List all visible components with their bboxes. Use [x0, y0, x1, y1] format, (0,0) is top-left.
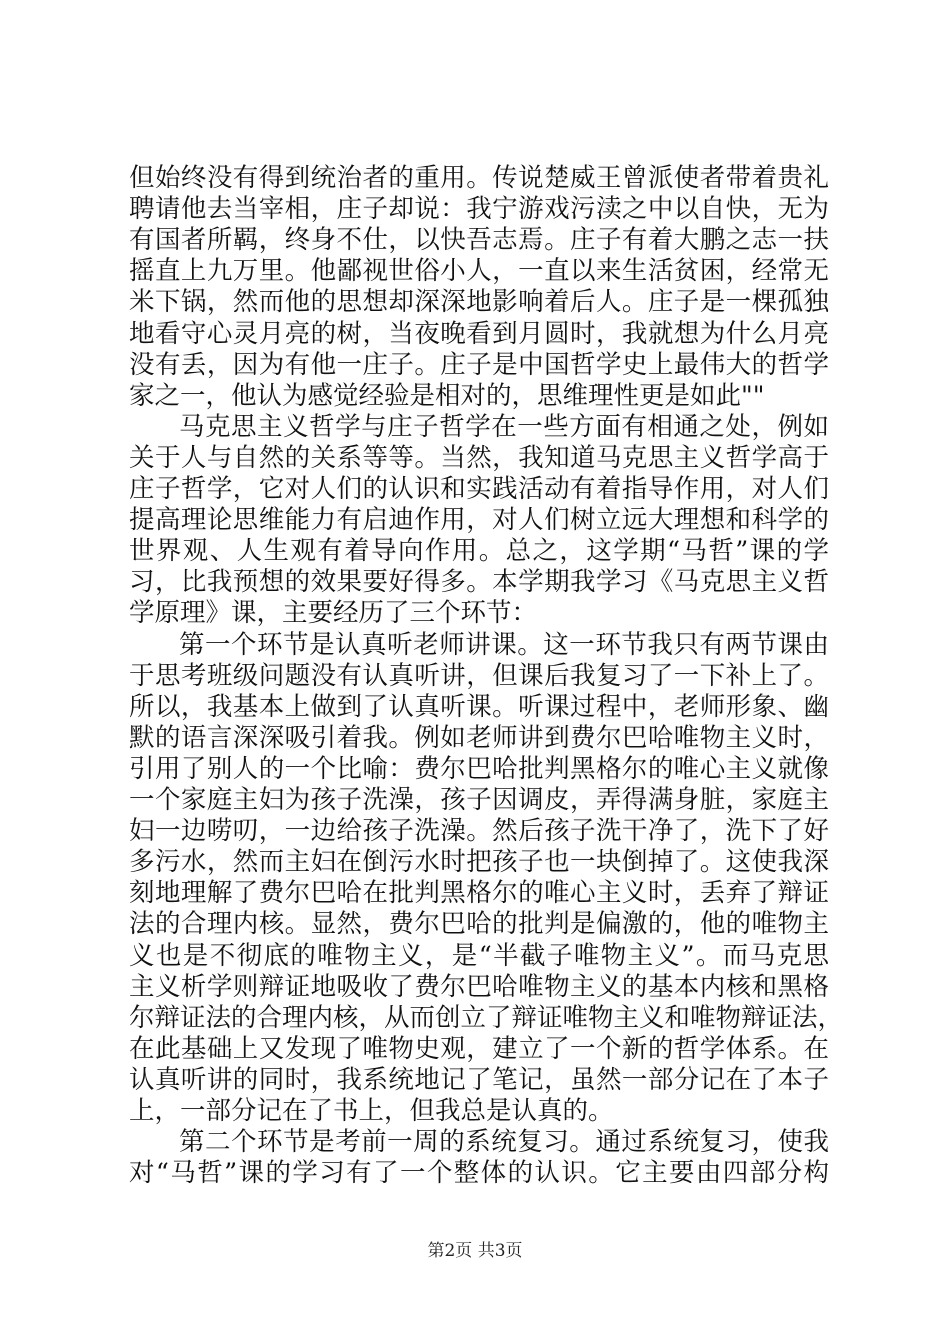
text-line: 多污水，然而主妇在倒污水时把孩子也一块倒掉了。这使我深: [129, 847, 829, 878]
text-line: 提高理论思维能力有启迪作用，对人们树立远大理想和科学的: [129, 505, 829, 536]
text-line: 认真听讲的同时，我系统地记了笔记，虽然一部分记在了本子: [129, 1064, 829, 1095]
text-line: 上，一部分记在了书上，但我总是认真的。: [129, 1096, 614, 1126]
text-line: 庄子哲学，它对人们的认识和实践活动有着指导作用，对人们: [129, 474, 829, 504]
text-line: 主义析学则辩证地吸收了费尔巴哈唯物主义的基本内核和黑格: [129, 971, 829, 1002]
text-line: 引用了别人的一个比喻：费尔巴哈批判黑格尔的唯心主义就像: [129, 753, 829, 784]
text-line: 没有丢，因为有他一庄子。庄子是中国哲学史上最伟大的哲学: [129, 349, 829, 380]
text-line: 刻地理解了费尔巴哈在批判黑格尔的唯心主义时，丢弃了辩证: [129, 878, 829, 909]
text-line: 聘请他去当宰相，庄子却说：我宁游戏污渎之中以自快，无为: [129, 194, 829, 225]
text-line: 对“马哲”课的学习有了一个整体的认识。它主要由四部分构: [129, 1158, 829, 1189]
text-line: 尔辩证法的合理内核，从而创立了辩证唯物主义和唯物辩证法，: [129, 1002, 844, 1033]
text-line: 学原理》课，主要经历了三个环节：: [129, 598, 538, 629]
text-line: 有国者所羁，终身不仕，以快吾志焉。庄子有着大鹏之志一扶: [129, 225, 829, 256]
text-line: 一个家庭主妇为孩子洗澡，孩子因调皮，弄得满身脏，家庭主: [129, 785, 829, 815]
text-line: 地看守心灵月亮的树，当夜晚看到月圆时，我就想为什么月亮: [129, 318, 829, 349]
paragraph-start-line: 马克思主义哲学与庄子哲学在一些方面有相通之处，例如: [179, 411, 829, 442]
text-line: 家之一，他认为感觉经验是相对的，思维理性更是如此"": [129, 380, 765, 411]
text-line: 在此基础上又发现了唯物史观，建立了一个新的哲学体系。在: [129, 1033, 829, 1064]
text-line: 但始终没有得到统治者的重用。传说楚威王曾派使者带着贵礼: [129, 163, 829, 193]
text-line: 所以，我基本上做到了认真听课。听课过程中，老师形象、幽: [129, 691, 829, 722]
page-number-footer: 第2页 共3页: [427, 1241, 523, 1261]
text-line: 世界观、人生观有着导向作用。总之，这学期“马哲”课的学: [129, 536, 829, 567]
text-line: 义也是不彻底的唯物主义，是“半截子唯物主义”。而马克思: [129, 940, 829, 971]
text-line: 习，比我预想的效果要好得多。本学期我学习《马克思主义哲: [129, 567, 829, 598]
text-line: 法的合理内核。显然，费尔巴哈的批判是偏激的，他的唯物主: [129, 909, 829, 940]
text-line: 摇直上九万里。他鄙视世俗小人，一直以来生活贫困，经常无: [129, 256, 829, 287]
text-line: 默的语言深深吸引着我。例如老师讲到费尔巴哈唯物主义时，: [129, 722, 829, 753]
text-line: 米下锅，然而他的思想却深深地影响着后人。庄子是一棵孤独: [129, 287, 829, 318]
text-line: 关于人与自然的关系等等。当然，我知道马克思主义哲学高于: [129, 442, 829, 473]
paragraph-start-line: 第二个环节是考前一周的系统复习。通过系统复习，使我: [179, 1127, 829, 1158]
paragraph-start-line: 第一个环节是认真听老师讲课。这一环节我只有两节课由: [179, 629, 829, 660]
text-line: 妇一边唠叨，一边给孩子洗澡。然后孩子洗干净了，洗下了好: [129, 816, 829, 847]
text-line: 于思考班级问题没有认真听讲，但课后我复习了一下补上了。: [129, 660, 829, 691]
